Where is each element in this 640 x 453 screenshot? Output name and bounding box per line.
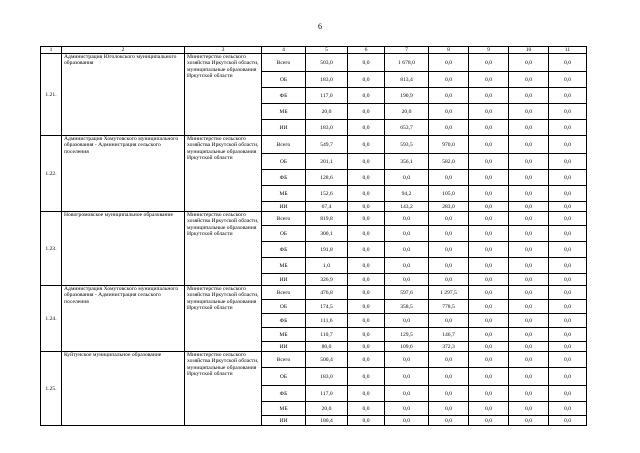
value-cell: 0,0 bbox=[469, 212, 509, 226]
value-cell: 0,0 bbox=[385, 170, 429, 186]
value-cell: 0,0 bbox=[509, 154, 549, 170]
value-cell: 146,7 bbox=[429, 328, 469, 342]
value-cell: 0,0 bbox=[469, 402, 509, 416]
value-cell: 0,0 bbox=[385, 402, 429, 416]
value-cell: 0,0 bbox=[549, 186, 587, 202]
value-cell: 0,0 bbox=[509, 258, 549, 274]
value-cell: 0,0 bbox=[509, 170, 549, 186]
column-header: 1 bbox=[41, 47, 62, 54]
value-cell: 0,0 bbox=[469, 54, 509, 72]
value-cell: 0,0 bbox=[509, 314, 549, 328]
value-cell: 0,0 bbox=[509, 212, 549, 226]
value-cell: 111,6 bbox=[306, 314, 348, 328]
value-cell: 0,0 bbox=[385, 212, 429, 226]
value-cell: 129,5 bbox=[385, 328, 429, 342]
executor: Министерство сельского хозяйства Иркутской области, муниципальные образования Иркутской области bbox=[185, 352, 262, 426]
value-cell: 0,0 bbox=[549, 274, 587, 286]
column-header: 7 bbox=[385, 47, 429, 54]
program-table bbox=[40, 46, 587, 426]
value-cell: 0,0 bbox=[429, 258, 469, 274]
value-cell: 20,0 bbox=[385, 104, 429, 120]
value-cell: 0,0 bbox=[509, 300, 549, 314]
value-cell: 503,0 bbox=[306, 54, 348, 72]
value-cell: 0,0 bbox=[509, 72, 549, 88]
value-cell: 597,6 bbox=[385, 286, 429, 300]
value-cell: 183,0 bbox=[306, 72, 348, 88]
value-cell: 0,0 bbox=[549, 286, 587, 300]
column-header: 2 bbox=[62, 47, 185, 54]
value-cell: 0,0 bbox=[385, 386, 429, 402]
value-cell: 0,0 bbox=[429, 54, 469, 72]
value-cell: 0,0 bbox=[509, 386, 549, 402]
table-row bbox=[41, 54, 587, 72]
value-cell: 0,0 bbox=[429, 274, 469, 286]
funding-source: ОБ bbox=[262, 154, 306, 170]
value-cell: 0,0 bbox=[348, 300, 385, 314]
value-cell: 0,0 bbox=[348, 212, 385, 226]
value-cell: 0,0 bbox=[509, 286, 549, 300]
value-cell: 183,0 bbox=[306, 120, 348, 136]
executor: Министерство сельского хозяйства Иркутской области, муниципальные образования Иркутской области bbox=[185, 286, 262, 352]
value-cell: 190,9 bbox=[385, 88, 429, 104]
value-cell: 0,0 bbox=[348, 416, 385, 426]
value-cell: 0,0 bbox=[429, 352, 469, 368]
value-cell: 0,0 bbox=[549, 328, 587, 342]
value-cell: 0,0 bbox=[509, 120, 549, 136]
value-cell: 0,0 bbox=[469, 154, 509, 170]
executor: Министерство сельского хозяйства Иркутской области, муниципальные образования Иркутской области bbox=[185, 136, 262, 212]
value-cell: 0,0 bbox=[429, 242, 469, 258]
value-cell: 0,0 bbox=[549, 104, 587, 120]
column-header: 9 bbox=[469, 47, 509, 54]
value-cell: 582,0 bbox=[429, 154, 469, 170]
value-cell: 0,0 bbox=[348, 170, 385, 186]
funding-source: ФБ bbox=[262, 88, 306, 104]
value-cell: 0,0 bbox=[348, 402, 385, 416]
organization-name: Администрация Юголокского муниципального образования bbox=[62, 54, 185, 136]
value-cell: 0,0 bbox=[549, 54, 587, 72]
value-cell: 80,0 bbox=[306, 342, 348, 352]
value-cell: 0,0 bbox=[509, 416, 549, 426]
column-header: 8 bbox=[429, 47, 469, 54]
value-cell: 0,0 bbox=[549, 136, 587, 154]
value-cell: 0,0 bbox=[348, 186, 385, 202]
value-cell: 20,0 bbox=[306, 402, 348, 416]
value-cell: 0,0 bbox=[549, 202, 587, 212]
funding-source: Всего bbox=[262, 212, 306, 226]
value-cell: 128,6 bbox=[306, 170, 348, 186]
funding-source: ФБ bbox=[262, 170, 306, 186]
value-cell: 0,0 bbox=[509, 342, 549, 352]
funding-source: Всего bbox=[262, 286, 306, 300]
table-row bbox=[41, 212, 587, 226]
organization-name: Администрация Хомутовского муниципального образования - Администрация сельского поселения bbox=[62, 136, 185, 212]
executor: Министерство сельского хозяйства Иркутской области, муниципальные образования Иркутской области bbox=[185, 212, 262, 286]
value-cell: 0,0 bbox=[429, 416, 469, 426]
value-cell: 67,4 bbox=[306, 202, 348, 212]
value-cell: 0,0 bbox=[348, 328, 385, 342]
value-cell: 0,0 bbox=[549, 386, 587, 402]
value-cell: 0,0 bbox=[469, 352, 509, 368]
value-cell: 20,0 bbox=[306, 104, 348, 120]
value-cell: 0,0 bbox=[549, 170, 587, 186]
value-cell: 0,0 bbox=[549, 368, 587, 386]
funding-source: МБ bbox=[262, 328, 306, 342]
value-cell: 183,0 bbox=[306, 368, 348, 386]
value-cell: 0,0 bbox=[469, 286, 509, 300]
value-cell: 1 297,5 bbox=[429, 286, 469, 300]
value-cell: 0,0 bbox=[469, 328, 509, 342]
value-cell: 0,0 bbox=[348, 314, 385, 328]
funding-source: МБ bbox=[262, 104, 306, 120]
row-index: 1.23. bbox=[41, 212, 62, 286]
value-cell: 0,0 bbox=[348, 154, 385, 170]
funding-source: МБ bbox=[262, 186, 306, 202]
value-cell: 0,0 bbox=[469, 104, 509, 120]
value-cell: 0,0 bbox=[429, 314, 469, 328]
value-cell: 0,0 bbox=[429, 72, 469, 88]
value-cell: 549,7 bbox=[306, 136, 348, 154]
funding-source: Всего bbox=[262, 136, 306, 154]
value-cell: 0,0 bbox=[348, 352, 385, 368]
value-cell: 0,0 bbox=[509, 352, 549, 368]
value-cell: 0,0 bbox=[385, 242, 429, 258]
funding-source: ИИ bbox=[262, 120, 306, 136]
value-cell: 0,0 bbox=[509, 328, 549, 342]
value-cell: 0,0 bbox=[348, 386, 385, 402]
funding-source: ОБ bbox=[262, 368, 306, 386]
value-cell: 0,0 bbox=[549, 402, 587, 416]
funding-source: ФБ bbox=[262, 386, 306, 402]
funding-source: ОБ bbox=[262, 226, 306, 242]
value-cell: 0,0 bbox=[549, 120, 587, 136]
value-cell: 0,0 bbox=[348, 286, 385, 300]
value-cell: 0,0 bbox=[549, 72, 587, 88]
organization-name: Куйтунское муниципальное образование bbox=[62, 352, 185, 426]
value-cell: 0,0 bbox=[509, 54, 549, 72]
funding-source: ФБ bbox=[262, 242, 306, 258]
value-cell: 0,0 bbox=[348, 136, 385, 154]
value-cell: 0,0 bbox=[429, 226, 469, 242]
value-cell: 0,0 bbox=[469, 170, 509, 186]
table-row bbox=[41, 136, 587, 154]
value-cell: 0,0 bbox=[429, 212, 469, 226]
value-cell: 0,0 bbox=[549, 300, 587, 314]
value-cell: 0,0 bbox=[509, 242, 549, 258]
value-cell: 0,0 bbox=[348, 258, 385, 274]
column-header: 3 bbox=[185, 47, 262, 54]
value-cell: 0,0 bbox=[469, 314, 509, 328]
value-cell: 143,2 bbox=[385, 202, 429, 212]
value-cell: 0,0 bbox=[348, 226, 385, 242]
funding-source: ОБ bbox=[262, 72, 306, 88]
value-cell: 0,0 bbox=[429, 402, 469, 416]
value-cell: 0,0 bbox=[385, 368, 429, 386]
value-cell: 358,5 bbox=[385, 300, 429, 314]
row-index: 1.25. bbox=[41, 352, 62, 426]
funding-source: Всего bbox=[262, 352, 306, 368]
value-cell: 0,0 bbox=[469, 258, 509, 274]
value-cell: 372,3 bbox=[429, 342, 469, 352]
value-cell: 356,1 bbox=[385, 154, 429, 170]
value-cell: 105,0 bbox=[429, 186, 469, 202]
value-cell: 0,0 bbox=[348, 274, 385, 286]
value-cell: 813,4 bbox=[385, 72, 429, 88]
value-cell: 0,0 bbox=[385, 314, 429, 328]
value-cell: 0,0 bbox=[469, 120, 509, 136]
value-cell: 191,8 bbox=[306, 242, 348, 258]
value-cell: 1 678,0 bbox=[385, 54, 429, 72]
value-cell: 0,0 bbox=[429, 170, 469, 186]
header-row bbox=[41, 47, 587, 54]
value-cell: 0,0 bbox=[549, 154, 587, 170]
value-cell: 0,0 bbox=[509, 104, 549, 120]
value-cell: 0,0 bbox=[348, 368, 385, 386]
value-cell: 0,0 bbox=[469, 88, 509, 104]
column-header: 5 bbox=[306, 47, 348, 54]
value-cell: 0,0 bbox=[469, 342, 509, 352]
value-cell: 0,0 bbox=[385, 226, 429, 242]
organization-name: Новогромовское муниципальное образование bbox=[62, 212, 185, 286]
value-cell: 0,0 bbox=[429, 88, 469, 104]
value-cell: 0,0 bbox=[429, 368, 469, 386]
value-cell: 0,0 bbox=[429, 104, 469, 120]
column-header: 11 bbox=[549, 47, 587, 54]
value-cell: 0,0 bbox=[509, 368, 549, 386]
value-cell: 0,0 bbox=[549, 258, 587, 274]
value-cell: 653,7 bbox=[385, 120, 429, 136]
value-cell: 201,1 bbox=[306, 154, 348, 170]
funding-source: МБ bbox=[262, 258, 306, 274]
executor: Министерство сельского хозяйства Иркутской области, муниципальные образования Иркутской области bbox=[185, 54, 262, 136]
funding-source: ФБ bbox=[262, 314, 306, 328]
funding-source: ИИ bbox=[262, 416, 306, 426]
value-cell: 0,0 bbox=[385, 416, 429, 426]
value-cell: 0,0 bbox=[469, 416, 509, 426]
value-cell: 0,0 bbox=[348, 120, 385, 136]
value-cell: 0,0 bbox=[509, 202, 549, 212]
value-cell: 0,0 bbox=[469, 202, 509, 212]
value-cell: 0,0 bbox=[429, 120, 469, 136]
value-cell: 476,8 bbox=[306, 286, 348, 300]
value-cell: 0,0 bbox=[348, 72, 385, 88]
value-cell: 0,0 bbox=[469, 186, 509, 202]
value-cell: 778,5 bbox=[429, 300, 469, 314]
value-cell: 970,0 bbox=[429, 136, 469, 154]
value-cell: 0,0 bbox=[348, 54, 385, 72]
value-cell: 0,0 bbox=[348, 242, 385, 258]
value-cell: 500,4 bbox=[306, 352, 348, 368]
value-cell: 110,7 bbox=[306, 328, 348, 342]
value-cell: 152,6 bbox=[306, 186, 348, 202]
value-cell: 819,8 bbox=[306, 212, 348, 226]
value-cell: 0,0 bbox=[469, 274, 509, 286]
table-row bbox=[41, 286, 587, 300]
value-cell: 0,0 bbox=[348, 202, 385, 212]
funding-source: ИИ bbox=[262, 274, 306, 286]
value-cell: 0,0 bbox=[429, 386, 469, 402]
value-cell: 0,0 bbox=[469, 136, 509, 154]
value-cell: 0,0 bbox=[469, 300, 509, 314]
value-cell: 0,0 bbox=[549, 88, 587, 104]
value-cell: 0,0 bbox=[469, 72, 509, 88]
value-cell: 0,0 bbox=[348, 88, 385, 104]
row-index: 1.22. bbox=[41, 136, 62, 212]
value-cell: 0,0 bbox=[348, 342, 385, 352]
value-cell: 109,6 bbox=[385, 342, 429, 352]
value-cell: 174,5 bbox=[306, 300, 348, 314]
value-cell: 0,0 bbox=[549, 212, 587, 226]
value-cell: 0,0 bbox=[549, 352, 587, 368]
row-index: 1.21. bbox=[41, 54, 62, 136]
column-header: 4 bbox=[262, 47, 306, 54]
column-header: 6 bbox=[348, 47, 385, 54]
value-cell: 94,2 bbox=[385, 186, 429, 202]
value-cell: 0,0 bbox=[385, 274, 429, 286]
value-cell: 283,0 bbox=[429, 202, 469, 212]
page-number: 6 bbox=[318, 22, 322, 31]
funding-source: ИИ bbox=[262, 202, 306, 212]
value-cell: 117,0 bbox=[306, 386, 348, 402]
value-cell: 0,0 bbox=[509, 186, 549, 202]
value-cell: 0,0 bbox=[509, 226, 549, 242]
value-cell: 0,0 bbox=[509, 274, 549, 286]
value-cell: 0,0 bbox=[549, 416, 587, 426]
value-cell: 0,0 bbox=[469, 226, 509, 242]
funding-source: ОБ bbox=[262, 300, 306, 314]
value-cell: 0,0 bbox=[469, 386, 509, 402]
value-cell: 0,0 bbox=[509, 402, 549, 416]
funding-source: МБ bbox=[262, 402, 306, 416]
value-cell: 326,9 bbox=[306, 274, 348, 286]
value-cell: 1,0 bbox=[306, 258, 348, 274]
value-cell: 0,0 bbox=[385, 258, 429, 274]
value-cell: 300,1 bbox=[306, 226, 348, 242]
value-cell: 0,0 bbox=[549, 242, 587, 258]
organization-name: Администрация Хомутовского муниципального образования - Администрация сельского поселения bbox=[62, 286, 185, 352]
value-cell: 0,0 bbox=[469, 242, 509, 258]
column-header: 10 bbox=[509, 47, 549, 54]
value-cell: 0,0 bbox=[509, 136, 549, 154]
value-cell: 0,0 bbox=[469, 368, 509, 386]
value-cell: 180,4 bbox=[306, 416, 348, 426]
funding-source: Всего bbox=[262, 54, 306, 72]
value-cell: 0,0 bbox=[509, 88, 549, 104]
value-cell: 0,0 bbox=[385, 352, 429, 368]
value-cell: 0,0 bbox=[549, 314, 587, 328]
table-row bbox=[41, 352, 587, 368]
row-index: 1.24. bbox=[41, 286, 62, 352]
funding-source: ИИ bbox=[262, 342, 306, 352]
value-cell: 0,0 bbox=[549, 342, 587, 352]
value-cell: 593,5 bbox=[385, 136, 429, 154]
value-cell: 117,0 bbox=[306, 88, 348, 104]
value-cell: 0,0 bbox=[549, 226, 587, 242]
value-cell: 0,0 bbox=[348, 104, 385, 120]
